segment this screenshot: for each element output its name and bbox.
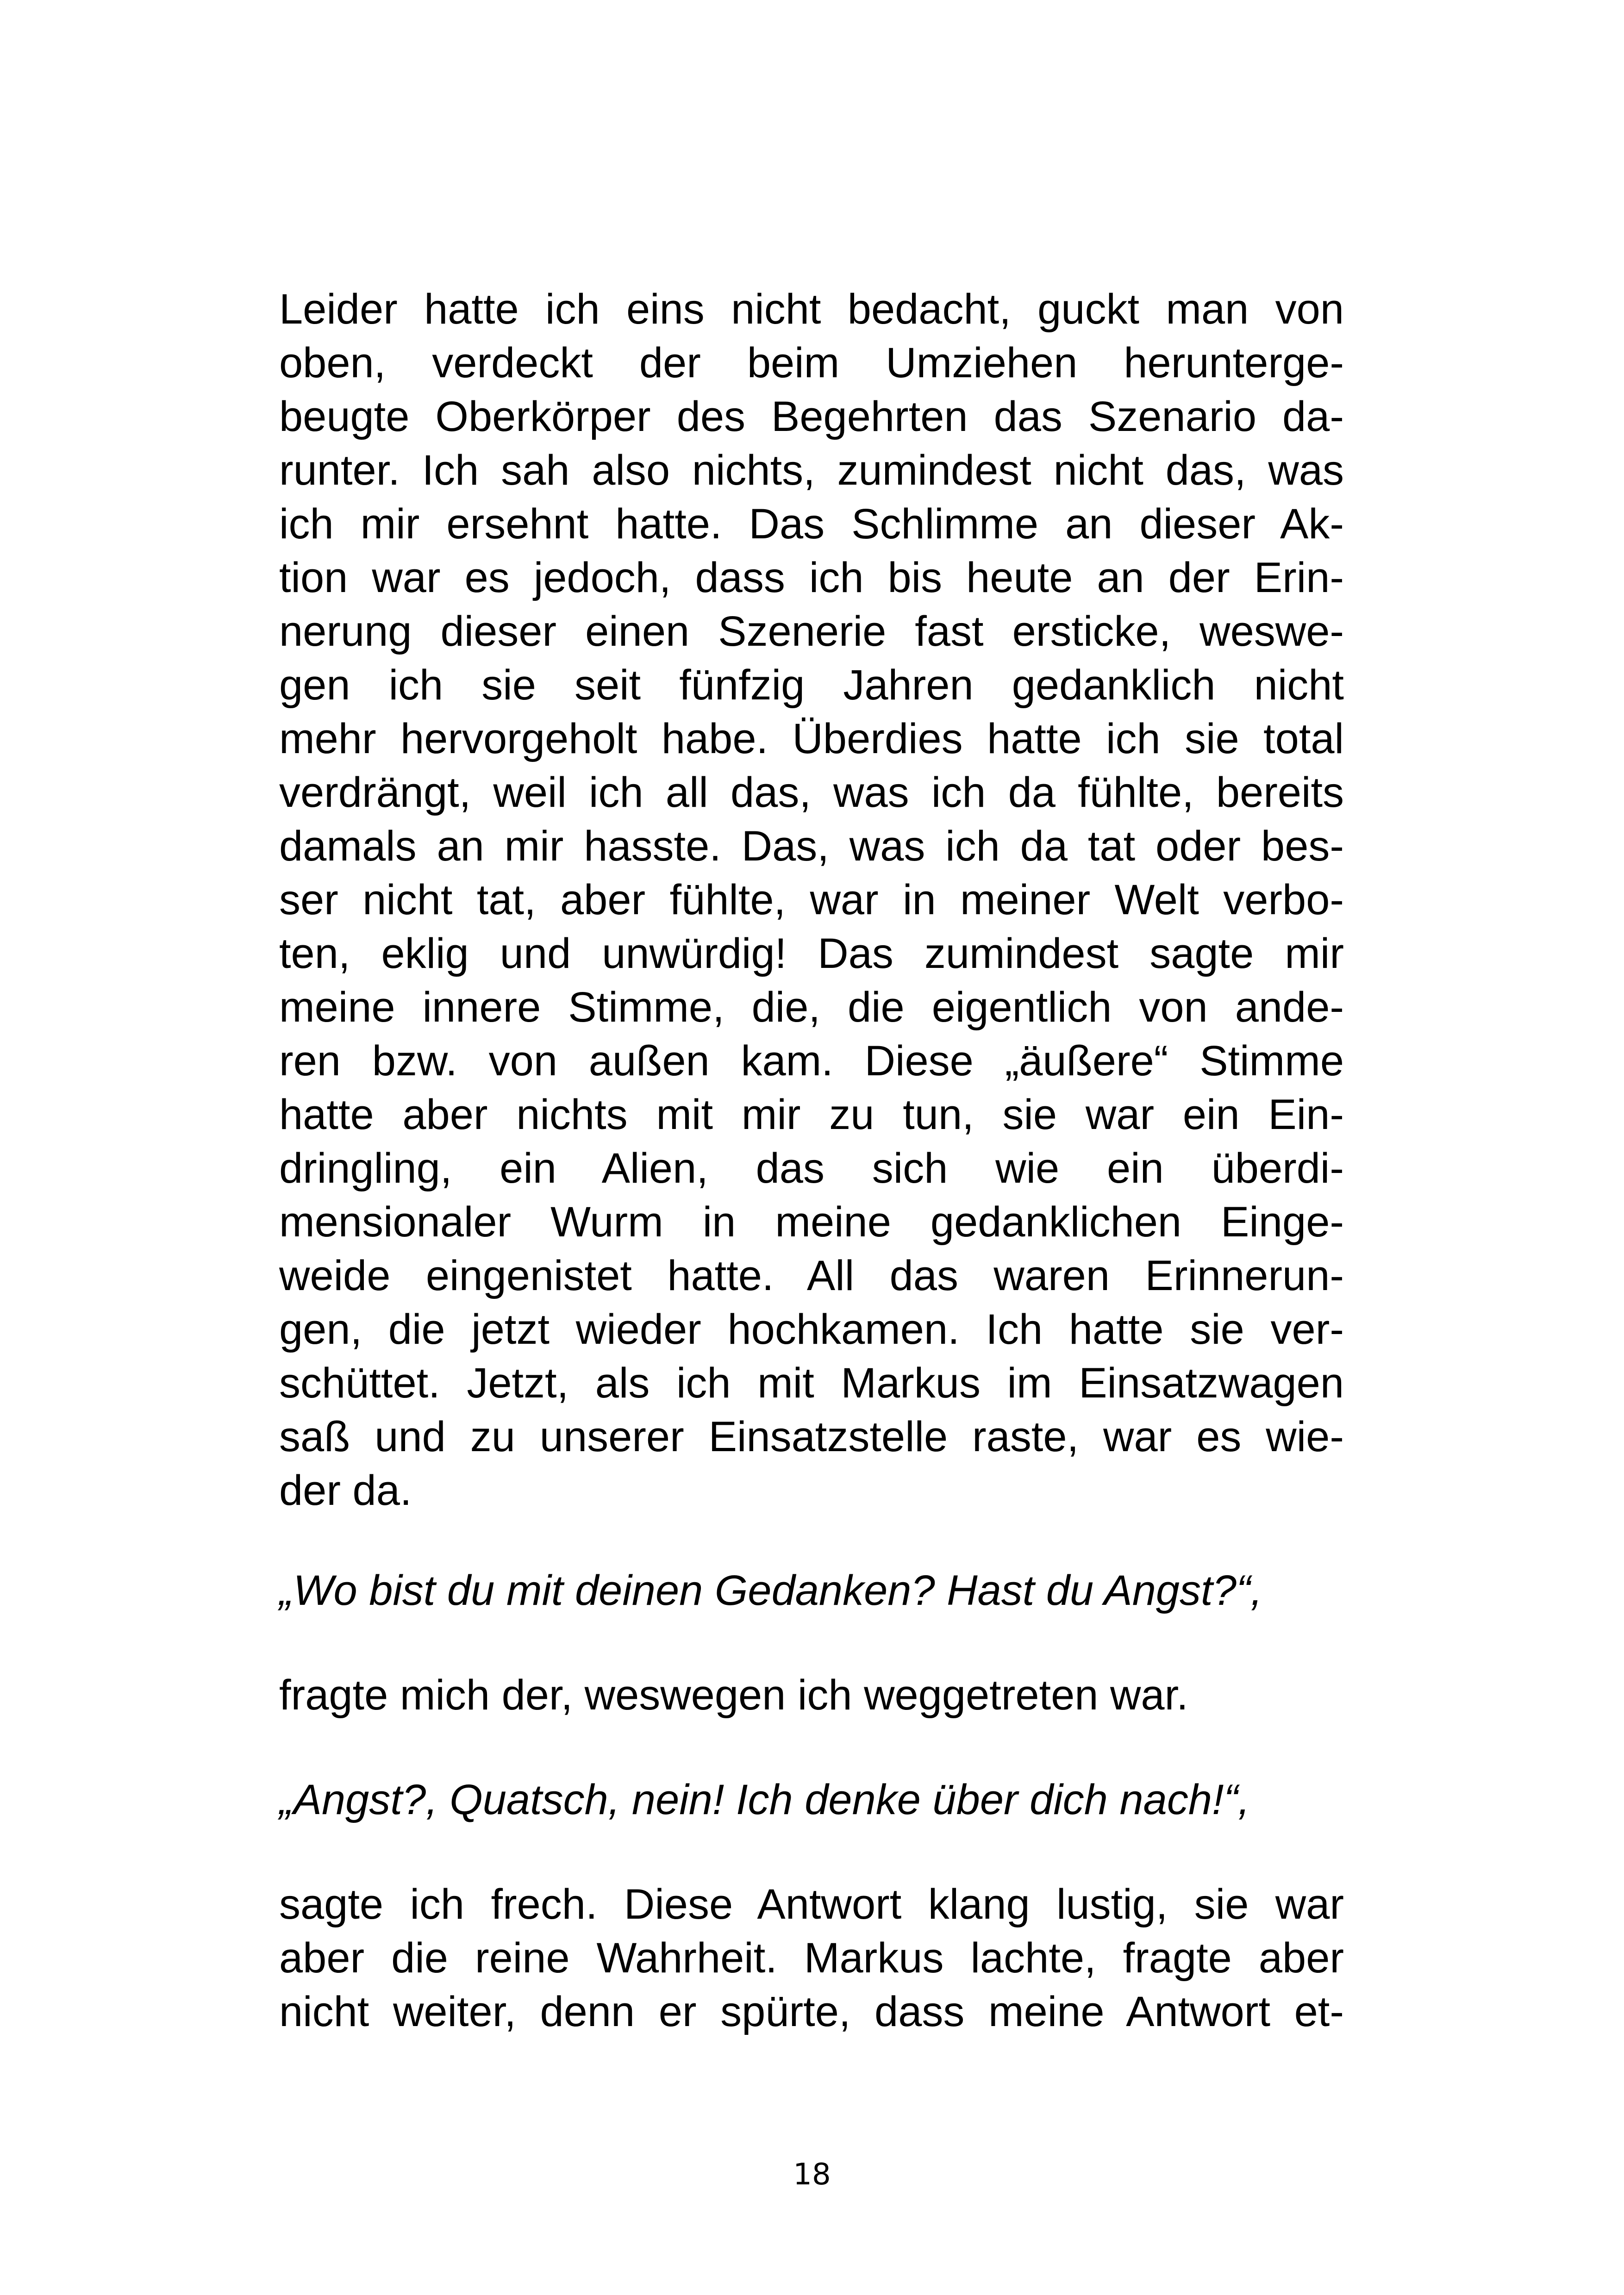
paragraph-1-line: tion war es jedoch, dass ich bis heute an der Erin- <box>279 554 1344 601</box>
paragraph-1-line: hatte aber nichts mit mir zu tun, sie war ein Ein- <box>279 1091 1344 1138</box>
paragraph-2-line: sagte ich frech. Diese Antwort klang lustig, sie war <box>279 1881 1344 1928</box>
paragraph-1-line: gen ich sie seit fünfzig Jahren gedanklich nicht <box>279 661 1344 709</box>
dialogue-quote-1: „Wo bist du mit deinen Gedanken? Hast du Angst?“, <box>279 1567 1262 1614</box>
paragraph-1-line: mensionaler Wurm in meine gedanklichen Einge- <box>279 1198 1344 1246</box>
paragraph-1-line: runter. Ich sah also nichts, zumindest nicht das, was <box>279 447 1344 494</box>
paragraph-2-line: nicht weiter, denn er spürte, dass meine Antwort et- <box>279 1988 1344 2035</box>
paragraph-1-line: damals an mir hasste. Das, was ich da tat oder bes- <box>279 823 1344 870</box>
paragraph-1-line: nerung dieser einen Szenerie fast ersticke, weswe- <box>279 608 1344 655</box>
paragraph-1-line: Leider hatte ich eins nicht bedacht, guckt man von <box>279 286 1344 333</box>
paragraph-1-line: ich mir ersehnt hatte. Das Schlimme an dieser Ak- <box>279 500 1344 548</box>
paragraph-1-line: verdrängt, weil ich all das, was ich da fühlte, bereits <box>279 769 1344 816</box>
paragraph-2-line: aber die reine Wahrheit. Markus lachte, fragte aber <box>279 1934 1344 1982</box>
paragraph-1-line: gen, die jetzt wieder hochkamen. Ich hatte sie ver- <box>279 1306 1344 1353</box>
paragraph-1-line: meine innere Stimme, die, die eigentlich von ande- <box>279 984 1344 1031</box>
narration-line: fragte mich der, weswegen ich weggetreten war. <box>279 1671 1188 1719</box>
paragraph-1-line: dringling, ein Alien, das sich wie ein überdi- <box>279 1145 1344 1192</box>
paragraph-1-line: ren bzw. von außen kam. Diese „äußere“ Stimme <box>279 1037 1344 1085</box>
paragraph-1-line: oben, verdeckt der beim Umziehen herunterge- <box>279 339 1344 387</box>
paragraph-1-line: beugte Oberkörper des Begehrten das Szenario da- <box>279 393 1344 440</box>
paragraph-1-line: ser nicht tat, aber fühlte, war in meiner Welt verbo- <box>279 876 1344 923</box>
page-number: 18 <box>793 2158 831 2192</box>
paragraph-1-line: schüttet. Jetzt, als ich mit Markus im Einsatzwagen <box>279 1360 1344 1407</box>
paragraph-1-line: der da. <box>279 1467 412 1514</box>
dialogue-quote-2: „Angst?, Quatsch, nein! Ich denke über dich nach!“, <box>279 1776 1250 1823</box>
paragraph-1-line: ten, eklig und unwürdig! Das zumindest sagte mir <box>279 930 1344 977</box>
paragraph-1-line: mehr hervorgeholt habe. Überdies hatte ich sie total <box>279 715 1344 762</box>
paragraph-1-line: saß und zu unserer Einsatzstelle raste, war es wie- <box>279 1413 1344 1460</box>
paragraph-1-line: weide eingenistet hatte. All das waren Erinnerun- <box>279 1252 1344 1299</box>
